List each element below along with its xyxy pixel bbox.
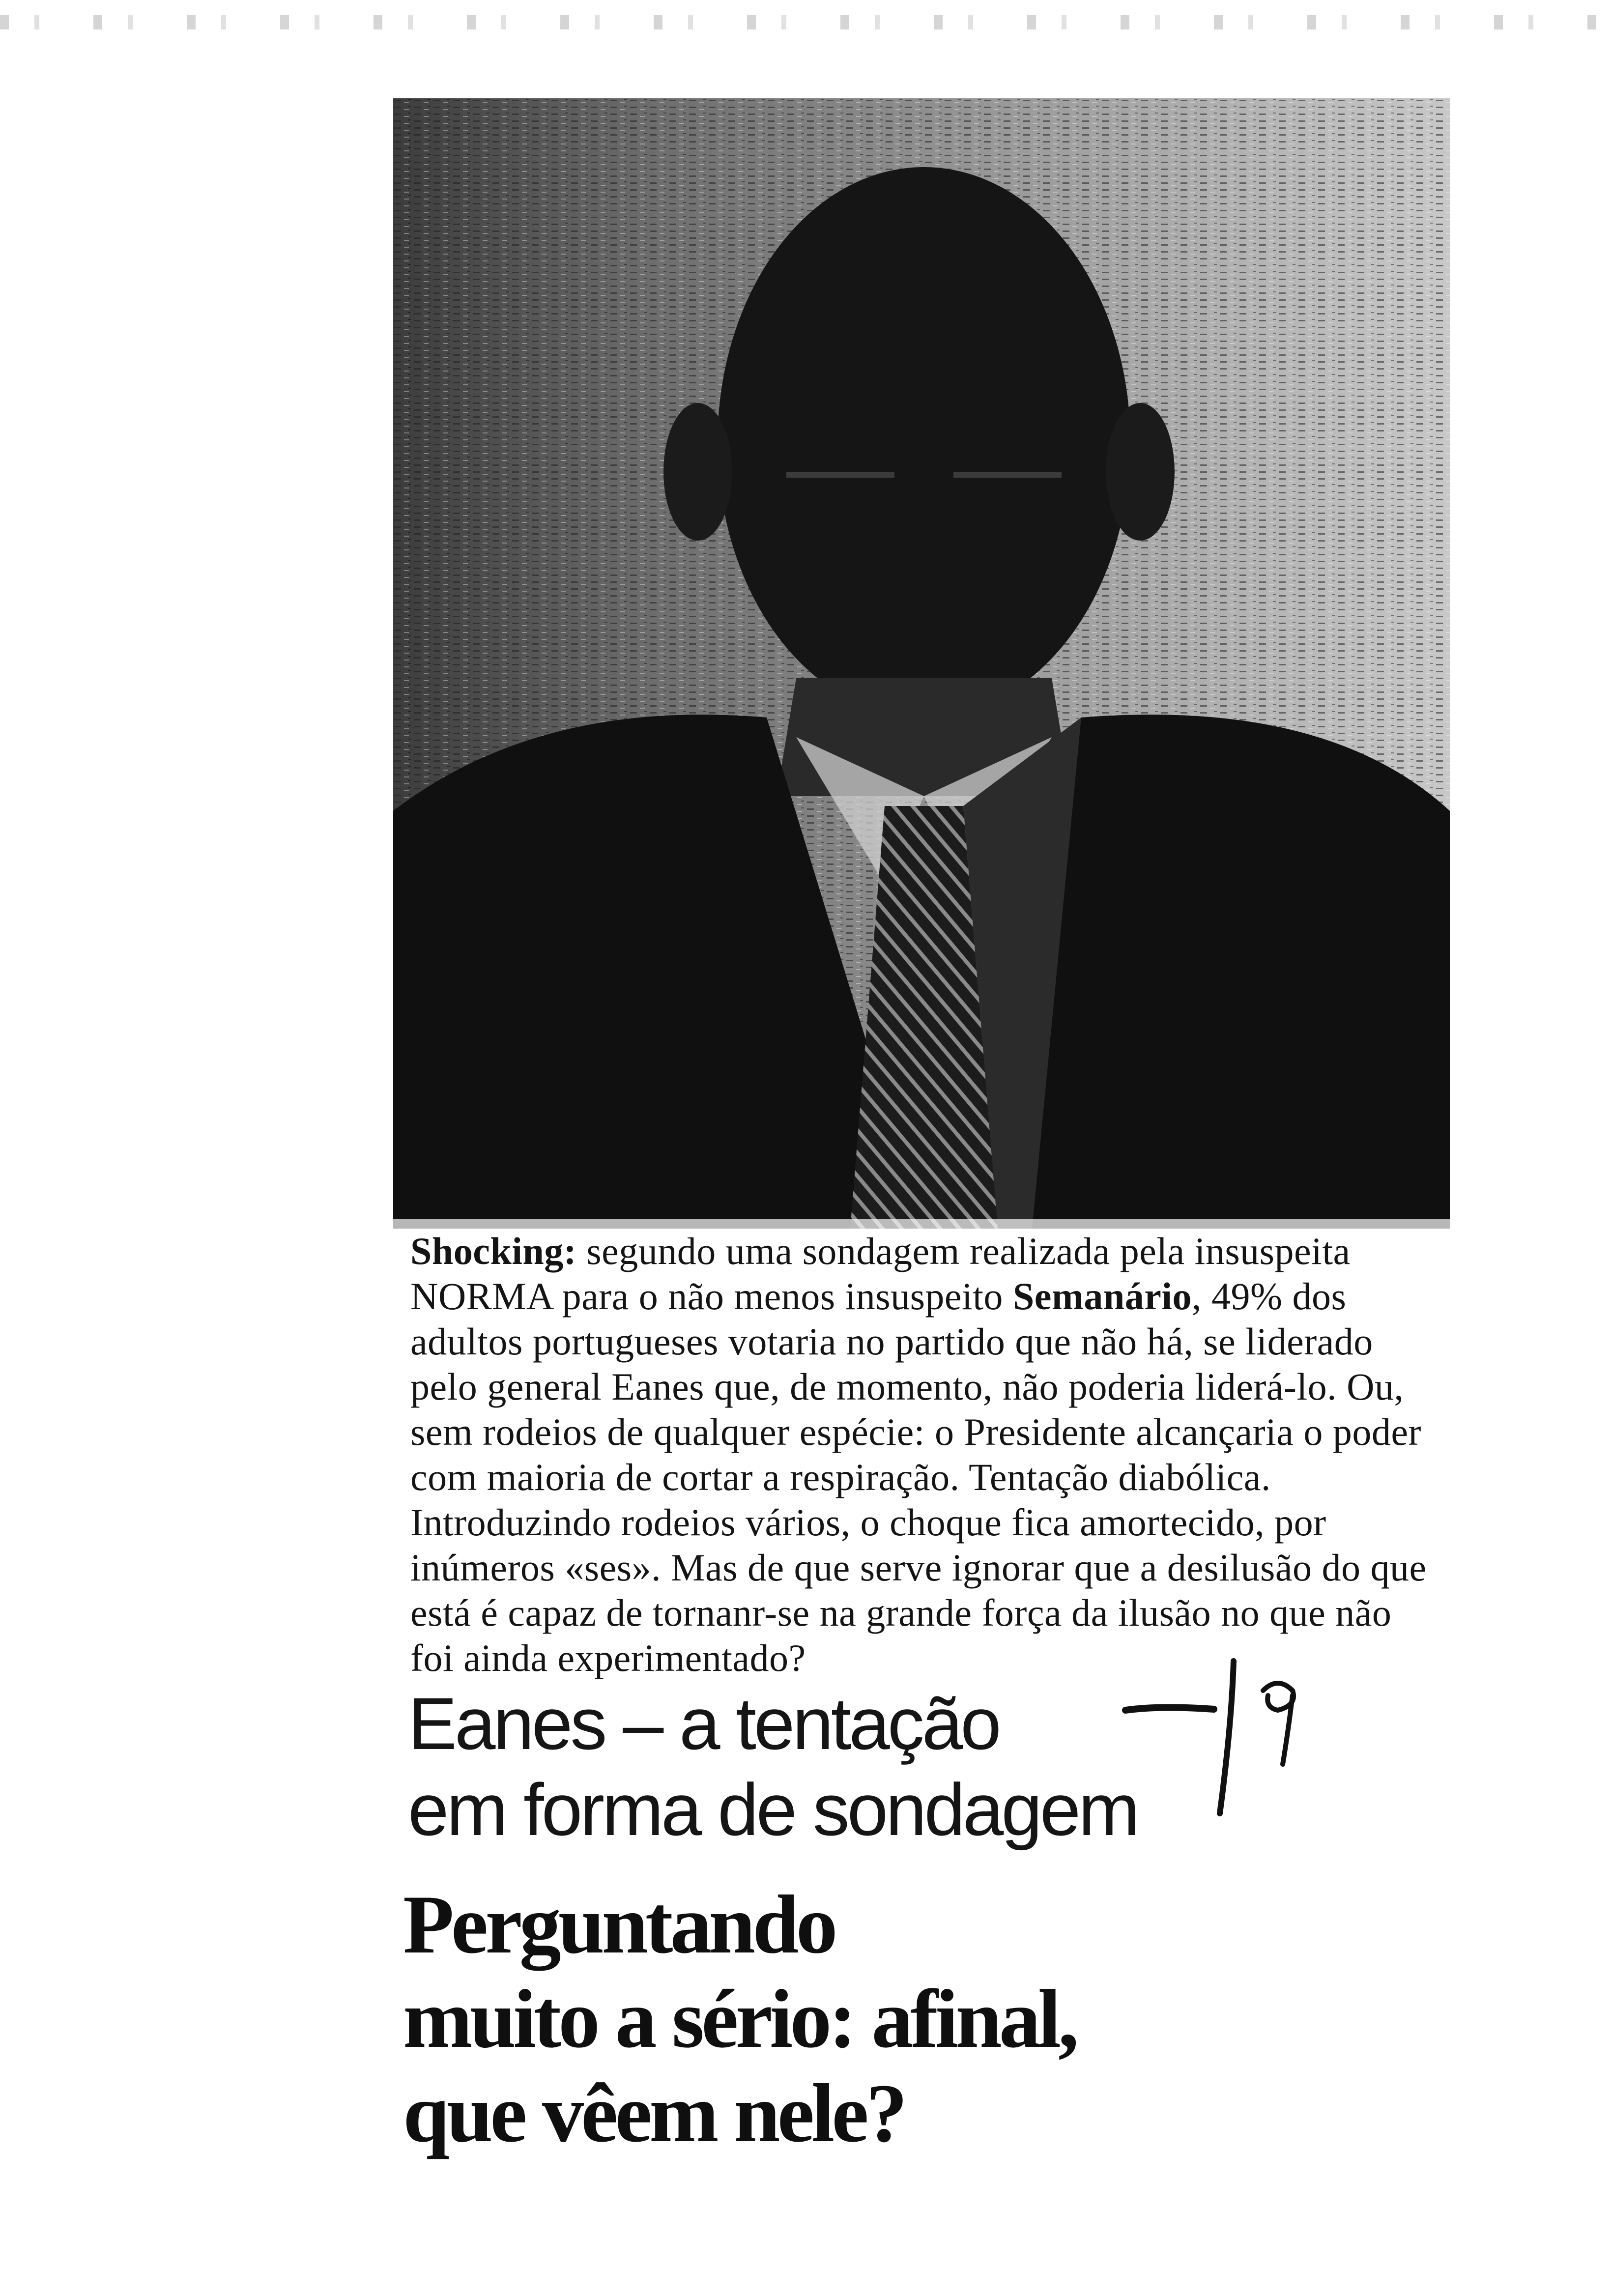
scan-edge-noise: [0, 15, 1612, 29]
handwritten-annotation: [1116, 1656, 1312, 1818]
caption-paragraph-1: [410, 1229, 1438, 1500]
main-title: [403, 1877, 1288, 2160]
headline-line-1: Eanes – a tentação: [408, 1682, 999, 1765]
caption-lead: Shocking:: [410, 1230, 577, 1272]
caption-text-1b: , 49% dos adultos portugueses votaria no partido que não há, se liderado pelo general Eanes que, de momento, não poderia liderá-lo. Ou, sem rodeios de qualquer espécie: o Presidente alcançaria o poder com maioria de cortar a respiração. Tentação diabólica.: [410, 1275, 1421, 1498]
portrait-head: [718, 167, 1130, 718]
portrait-photo: [393, 98, 1450, 1229]
caption-text-1a: segundo uma sondagem realizada pela insuspeita NORMA para o não menos insuspeito: [410, 1230, 1351, 1318]
caption-publication: Semanário: [1012, 1275, 1192, 1318]
caption-paragraph-2: Introduzindo rodeios vários, o choque fica amortecido, por inúmeros «ses». Mas de que serve ignorar que a desilusão do que está é capaz de tornanr-se na grande força da ilusão no que não foi ainda experimentado?: [410, 1501, 1427, 1679]
handwritten-mark-icon: [1116, 1656, 1312, 1818]
photo-caption: [410, 1229, 1438, 1681]
main-title-line-3: que vêem nele?: [403, 2067, 905, 2159]
main-title-line-2: muito a sério: afinal,: [403, 1973, 1076, 2065]
headline-line-2: em forma de sondagem: [408, 1768, 1138, 1851]
portrait-photo-icon: [393, 98, 1450, 1229]
main-title-line-1: Perguntando: [403, 1878, 835, 1971]
